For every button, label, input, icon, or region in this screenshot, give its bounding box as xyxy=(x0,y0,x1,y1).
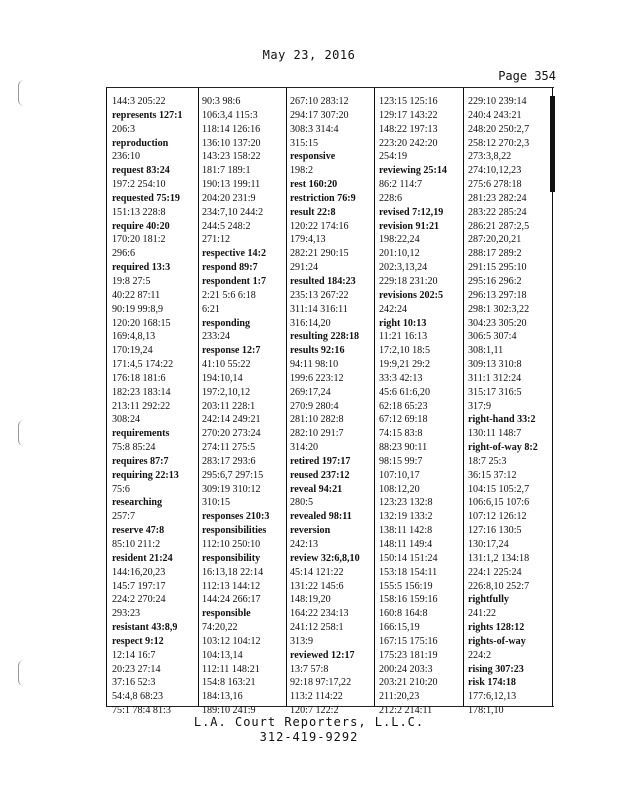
index-headword: revisions 202:5 xyxy=(379,289,444,301)
index-headword: responding xyxy=(202,317,251,329)
index-reference: 236:10 xyxy=(112,151,141,163)
index-reference: 90:3 98:6 xyxy=(202,96,241,107)
index-headword: requires 87:7 xyxy=(112,455,169,467)
index-reference: 90:19 99:8,9 xyxy=(112,303,164,315)
index-reference: 311:14 316:11 xyxy=(290,303,348,315)
index-column-1 xyxy=(112,95,183,718)
index-headword: reserve 47:8 xyxy=(112,525,165,537)
index-reference: 241:22 xyxy=(468,608,497,620)
index-reference: 202:3,13,24 xyxy=(379,262,428,274)
index-reference: 294:17 307:20 xyxy=(290,109,349,121)
index-reference: 19:9,21 29:2 xyxy=(379,359,431,371)
index-reference: 136:10 137:20 xyxy=(202,137,261,149)
index-reference: 295:16 296:2 xyxy=(468,275,522,287)
margin-mark xyxy=(18,660,29,686)
index-headword: responsibilities xyxy=(202,525,267,537)
index-reference: 316:14,20 xyxy=(290,317,331,329)
index-reference: 131:22 145:6 xyxy=(290,580,344,592)
index-reference: 267:10 283:12 xyxy=(290,96,349,107)
index-headword: responses 210:3 xyxy=(202,511,270,523)
index-reference: 67:12 69:18 xyxy=(379,414,428,426)
reporter-name: L.A. Court Reporters, L.L.C. xyxy=(193,715,425,729)
index-reference: 112:10 250:10 xyxy=(202,539,261,550)
index-column-2 xyxy=(202,95,269,718)
index-headword: resistant 43:8,9 xyxy=(112,622,178,634)
index-reference: 170:20 181:2 xyxy=(112,234,166,246)
index-reference: 288:17 289:2 xyxy=(468,248,522,260)
index-reference: 120:22 174:16 xyxy=(290,220,349,232)
margin-bar xyxy=(550,96,555,192)
index-reference: 204:20 231:9 xyxy=(202,192,256,204)
index-headword: required 13:3 xyxy=(112,262,171,274)
index-reference: 197:2 254:10 xyxy=(112,179,166,191)
index-reference: 315:17 316:5 xyxy=(468,386,522,398)
index-reference: 257:7 xyxy=(112,511,135,523)
index-headword: reviewing 25:14 xyxy=(379,165,447,177)
index-reference: 106:3,4 115:3 xyxy=(202,109,258,121)
index-headword: require 40:20 xyxy=(112,220,170,232)
index-reference: 235:13 267:22 xyxy=(290,289,349,301)
index-headword: right 10:13 xyxy=(379,317,427,329)
index-reference: 306:5 307:4 xyxy=(468,331,517,343)
index-reference: 296:6 xyxy=(112,248,135,260)
index-headword: respective 14:2 xyxy=(202,248,266,260)
index-reference: 41:10 55:22 xyxy=(202,359,251,371)
index-headword: review 32:6,8,10 xyxy=(290,552,360,564)
index-reference: 317:9 xyxy=(468,400,491,412)
index-reference: 154:8 163:21 xyxy=(202,677,256,689)
index-reference: 148:22 197:13 xyxy=(379,123,438,135)
index-reference: 224:1 225:24 xyxy=(468,566,522,578)
index-reference: 94:11 98:10 xyxy=(290,359,339,371)
index-reference: 308:1,11 xyxy=(468,345,504,357)
index-headword: responsible xyxy=(202,608,251,620)
index-reference: 106:6,15 107:6 xyxy=(468,497,530,509)
index-headword: responsibility xyxy=(202,552,261,564)
index-reference: 283:17 293:6 xyxy=(202,455,256,467)
index-headword: respect 9:12 xyxy=(112,635,164,647)
index-reference: 138:11 142:8 xyxy=(379,525,433,537)
index-reference: 198:22,24 xyxy=(379,234,420,246)
index-reference: 62:18 65:23 xyxy=(379,400,428,412)
index-headword: revision 91:21 xyxy=(379,220,440,232)
index-reference: 198:2 xyxy=(290,165,313,177)
index-reference: 120:20 168:15 xyxy=(112,317,171,329)
index-reference: 241:12 258:1 xyxy=(290,622,344,634)
index-column-4 xyxy=(379,95,447,718)
index-headword: right-of-way 8:2 xyxy=(468,442,538,454)
index-column-5 xyxy=(468,95,538,718)
index-reference: 181:7 189:1 xyxy=(202,165,251,177)
index-reference: 179:4,13 xyxy=(290,234,326,246)
index-reference: 190:13 199:11 xyxy=(202,179,261,191)
index-reference: 224:2 270:24 xyxy=(112,594,166,606)
index-reference: 104:13,14 xyxy=(202,649,243,661)
column-divider xyxy=(463,88,464,706)
index-reference: 310:15 xyxy=(202,497,231,509)
index-headword: researching xyxy=(112,497,163,509)
index-reference: 175:23 181:19 xyxy=(379,649,438,661)
index-reference: 269:17,24 xyxy=(290,386,331,398)
index-reference: 17:2,10 18:5 xyxy=(379,345,431,357)
index-reference: 291:15 295:10 xyxy=(468,262,527,274)
index-reference: 242:24 xyxy=(379,303,408,315)
index-headword: rising 307:23 xyxy=(468,663,524,675)
index-reference: 309:19 310:12 xyxy=(202,483,261,495)
index-reference: 144:3 205:22 xyxy=(112,96,166,107)
index-reference: 199:6 223:12 xyxy=(290,372,344,384)
index-reference: 74:20,22 xyxy=(202,622,238,634)
index-reference: 129:17 143:22 xyxy=(379,109,438,121)
index-reference: 120:7 122:2 xyxy=(290,705,339,717)
index-reference: 160:8 164:8 xyxy=(379,608,428,620)
index-reference: 148:19,20 xyxy=(290,594,331,606)
column-divider xyxy=(374,88,375,706)
index-headword: right-hand 33:2 xyxy=(468,414,536,426)
index-reference: 213:11 292:22 xyxy=(112,400,171,412)
index-reference: 108:12,20 xyxy=(379,483,420,495)
index-reference: 54:4,8 68:23 xyxy=(112,691,164,703)
index-reference: 270:9 280:4 xyxy=(290,400,339,412)
index-reference: 281:23 282:24 xyxy=(468,192,527,204)
index-reference: 13:7 57:8 xyxy=(290,663,329,675)
index-reference: 164:22 234:13 xyxy=(290,608,349,620)
index-reference: 130:17,24 xyxy=(468,539,509,550)
index-reference: 244:5 248:2 xyxy=(202,220,251,232)
index-headword: response 12:7 xyxy=(202,345,261,357)
index-headword: result 22:8 xyxy=(290,206,336,218)
index-reference: 113:2 114:22 xyxy=(290,691,343,703)
index-reference: 182:23 183:14 xyxy=(112,386,171,398)
index-reference: 130:11 148:7 xyxy=(468,428,522,440)
index-reference: 118:14 126:16 xyxy=(202,123,261,135)
index-reference: 228:6 xyxy=(379,192,402,204)
page-number: Page 354 xyxy=(498,69,556,83)
column-divider xyxy=(286,88,287,706)
index-headword: represents 127:1 xyxy=(112,109,183,121)
index-column-3 xyxy=(290,95,360,718)
index-reference: 270:20 273:24 xyxy=(202,428,261,440)
margin-mark xyxy=(18,80,29,106)
index-reference: 309:13 310:8 xyxy=(468,359,522,371)
index-reference: 75:6 xyxy=(112,483,130,495)
index-reference: 287:20,20,21 xyxy=(468,234,522,246)
index-reference: 311:1 312:24 xyxy=(468,372,522,384)
index-reference: 74:15 83:8 xyxy=(379,428,423,440)
index-reference: 224:2 xyxy=(468,649,491,661)
index-reference: 150:14 151:24 xyxy=(379,552,438,564)
index-headword: resident 21:24 xyxy=(112,552,173,564)
index-reference: 112:13 144:12 xyxy=(202,580,261,592)
index-headword: requiring 22:13 xyxy=(112,469,179,481)
index-reference: 98:15 99:7 xyxy=(379,455,423,467)
index-reference: 36:15 37:12 xyxy=(468,469,517,481)
index-reference: 86:2 114:7 xyxy=(379,179,423,191)
index-reference: 223:20 242:20 xyxy=(379,137,438,149)
index-reference: 6:21 xyxy=(202,303,220,315)
index-reference: 178:1,10 xyxy=(468,705,504,717)
index-reference: 127:16 130:5 xyxy=(468,525,522,537)
index-reference: 273:3,8,22 xyxy=(468,151,512,163)
index-reference: 177:6,12,13 xyxy=(468,691,517,703)
index-reference: 293:23 xyxy=(112,608,141,620)
index-headword: revealed 98:11 xyxy=(290,511,352,523)
index-headword: retired 197:17 xyxy=(290,455,351,467)
index-headword: respond 89:7 xyxy=(202,262,258,274)
index-reference: 184:13,16 xyxy=(202,691,243,703)
margin-mark xyxy=(18,420,29,446)
index-reference: 107:10,17 xyxy=(379,469,420,481)
index-headword: resulted 184:23 xyxy=(290,275,356,287)
index-reference: 206:3 xyxy=(112,123,135,135)
index-reference: 197:2,10,12 xyxy=(202,386,251,398)
index-reference: 144:24 266:17 xyxy=(202,594,261,606)
index-reference: 171:4,5 174:22 xyxy=(112,359,174,371)
index-reference: 167:15 175:16 xyxy=(379,635,438,647)
index-reference: 16:13,18 22:14 xyxy=(202,566,264,578)
index-headword: reversion xyxy=(290,525,331,537)
index-reference: 33:3 42:13 xyxy=(379,372,423,384)
index-headword: risk 174:18 xyxy=(468,677,516,689)
index-reference: 103:12 104:12 xyxy=(202,635,261,647)
index-reference: 2:21 5:6 6:18 xyxy=(202,289,256,301)
index-reference: 143:23 158:22 xyxy=(202,151,261,163)
index-headword: resulting 228:18 xyxy=(290,331,360,343)
index-reference: 280:5 xyxy=(290,497,313,509)
index-reference: 148:11 149:4 xyxy=(379,539,433,550)
index-reference: 145:7 197:17 xyxy=(112,580,166,592)
index-reference: 203:21 210:20 xyxy=(379,677,438,689)
index-reference: 286:21 287:2,5 xyxy=(468,220,530,232)
index-headword: restriction 76:9 xyxy=(290,192,356,204)
index-reference: 19:8 27:5 xyxy=(112,275,151,287)
index-reference: 308:24 xyxy=(112,414,141,426)
index-reference: 166:15,19 xyxy=(379,622,420,634)
index-reference: 12:14 16:7 xyxy=(112,649,156,661)
index-headword: request 83:24 xyxy=(112,165,170,177)
index-reference: 274:11 275:5 xyxy=(202,442,256,454)
index-reference: 153:18 154:11 xyxy=(379,566,438,578)
index-reference: 40:22 87:11 xyxy=(112,289,161,301)
column-divider xyxy=(198,88,199,706)
index-headword: reveal 94:21 xyxy=(290,483,343,495)
index-headword: reused 237:12 xyxy=(290,469,350,481)
index-reference: 258:12 270:2,3 xyxy=(468,137,530,149)
index-reference: 144:16,20,23 xyxy=(112,566,166,578)
index-reference: 314:20 xyxy=(290,442,319,454)
index-reference: 104:15 105:2,7 xyxy=(468,483,530,495)
index-reference: 11:21 16:13 xyxy=(379,331,428,343)
index-reference: 194:10,14 xyxy=(202,372,243,384)
index-reference: 274:10,12,23 xyxy=(468,165,522,177)
index-reference: 254:19 xyxy=(379,151,408,163)
index-reference: 189:10 241:9 xyxy=(202,705,256,717)
index-reference: 275:6 278:18 xyxy=(468,179,522,191)
index-headword: reviewed 12:17 xyxy=(290,649,355,661)
index-reference: 282:21 290:15 xyxy=(290,248,349,260)
index-reference: 18:7 25:3 xyxy=(468,455,507,467)
index-reference: 92:18 97:17,22 xyxy=(290,677,352,689)
index-reference: 75:8 85:24 xyxy=(112,442,156,454)
index-reference: 212:2 214:11 xyxy=(379,705,433,717)
index-headword: rights 128:12 xyxy=(468,622,525,634)
index-reference: 304:23 305:20 xyxy=(468,317,527,329)
transcript-date: May 23, 2016 xyxy=(262,48,356,62)
index-reference: 37:16 52:3 xyxy=(112,677,156,689)
index-reference: 107:12 126:12 xyxy=(468,511,527,523)
index-headword: rightfully xyxy=(468,594,509,606)
index-headword: respondent 1:7 xyxy=(202,275,267,287)
index-headword: requirements xyxy=(112,428,170,440)
index-reference: 88:23 90:11 xyxy=(379,442,428,454)
index-reference: 295:6,7 297:15 xyxy=(202,469,264,481)
index-reference: 176:18 181:6 xyxy=(112,372,166,384)
index-reference: 281:10 282:8 xyxy=(290,414,344,426)
index-reference: 271:12 xyxy=(202,234,231,246)
index-headword: reproduction xyxy=(112,137,169,149)
index-headword: rights-of-way xyxy=(468,635,526,647)
index-reference: 75:1 78:4 81:3 xyxy=(112,705,171,717)
index-reference: 226:8,10 252:7 xyxy=(468,580,530,592)
index-headword: responsive xyxy=(290,151,336,163)
index-reference: 151:13 228:8 xyxy=(112,206,166,218)
index-reference: 234:7,10 244:2 xyxy=(202,206,264,218)
index-reference: 242:13 xyxy=(290,539,319,550)
index-reference: 170:19,24 xyxy=(112,345,153,357)
index-reference: 233:24 xyxy=(202,331,231,343)
index-headword: rest 160:20 xyxy=(290,179,338,191)
index-reference: 298:1 302:3,22 xyxy=(468,303,530,315)
index-reference: 308:3 314:4 xyxy=(290,123,339,135)
index-reference: 315:15 xyxy=(290,137,319,149)
index-headword: results 92:16 xyxy=(290,345,345,357)
index-reference: 203:11 228:1 xyxy=(202,400,256,412)
index-reference: 45:6 61:6,20 xyxy=(379,386,431,398)
index-headword: requested 75:19 xyxy=(112,192,180,204)
index-reference: 20:23 27:14 xyxy=(112,663,161,675)
index-reference: 229:18 231:20 xyxy=(379,275,438,287)
index-reference: 155:5 156:19 xyxy=(379,580,433,592)
index-reference: 112:11 148:21 xyxy=(202,663,260,675)
index-reference: 229:10 239:14 xyxy=(468,96,527,107)
index-reference: 296:13 297:18 xyxy=(468,289,527,301)
index-reference: 123:23 132:8 xyxy=(379,497,433,509)
index-reference: 291:24 xyxy=(290,262,319,274)
index-reference: 123:15 125:16 xyxy=(379,96,438,107)
index-reference: 201:10,12 xyxy=(379,248,420,260)
index-reference: 85:10 211:2 xyxy=(112,539,161,550)
column-divider xyxy=(106,88,107,706)
index-reference: 200:24 203:3 xyxy=(379,663,433,675)
index-headword: revised 7:12,19 xyxy=(379,206,444,218)
index-reference: 242:14 249:21 xyxy=(202,414,261,426)
index-reference: 132:19 133:2 xyxy=(379,511,433,523)
index-reference: 313:9 xyxy=(290,635,313,647)
index-reference: 169:4,8,13 xyxy=(112,331,156,343)
index-reference: 45:14 121:22 xyxy=(290,566,344,578)
index-reference: 131:1,2 134:18 xyxy=(468,552,530,564)
index-reference: 211:20,23 xyxy=(379,691,420,703)
index-reference: 158:16 159:16 xyxy=(379,594,438,606)
reporter-phone: 312-419-9292 xyxy=(259,730,359,744)
index-reference: 240:4 243:21 xyxy=(468,109,522,121)
index-reference: 283:22 285:24 xyxy=(468,206,527,218)
index-reference: 282:10 291:7 xyxy=(290,428,344,440)
index-frame xyxy=(106,87,554,717)
index-reference: 248:20 250:2,7 xyxy=(468,123,530,135)
